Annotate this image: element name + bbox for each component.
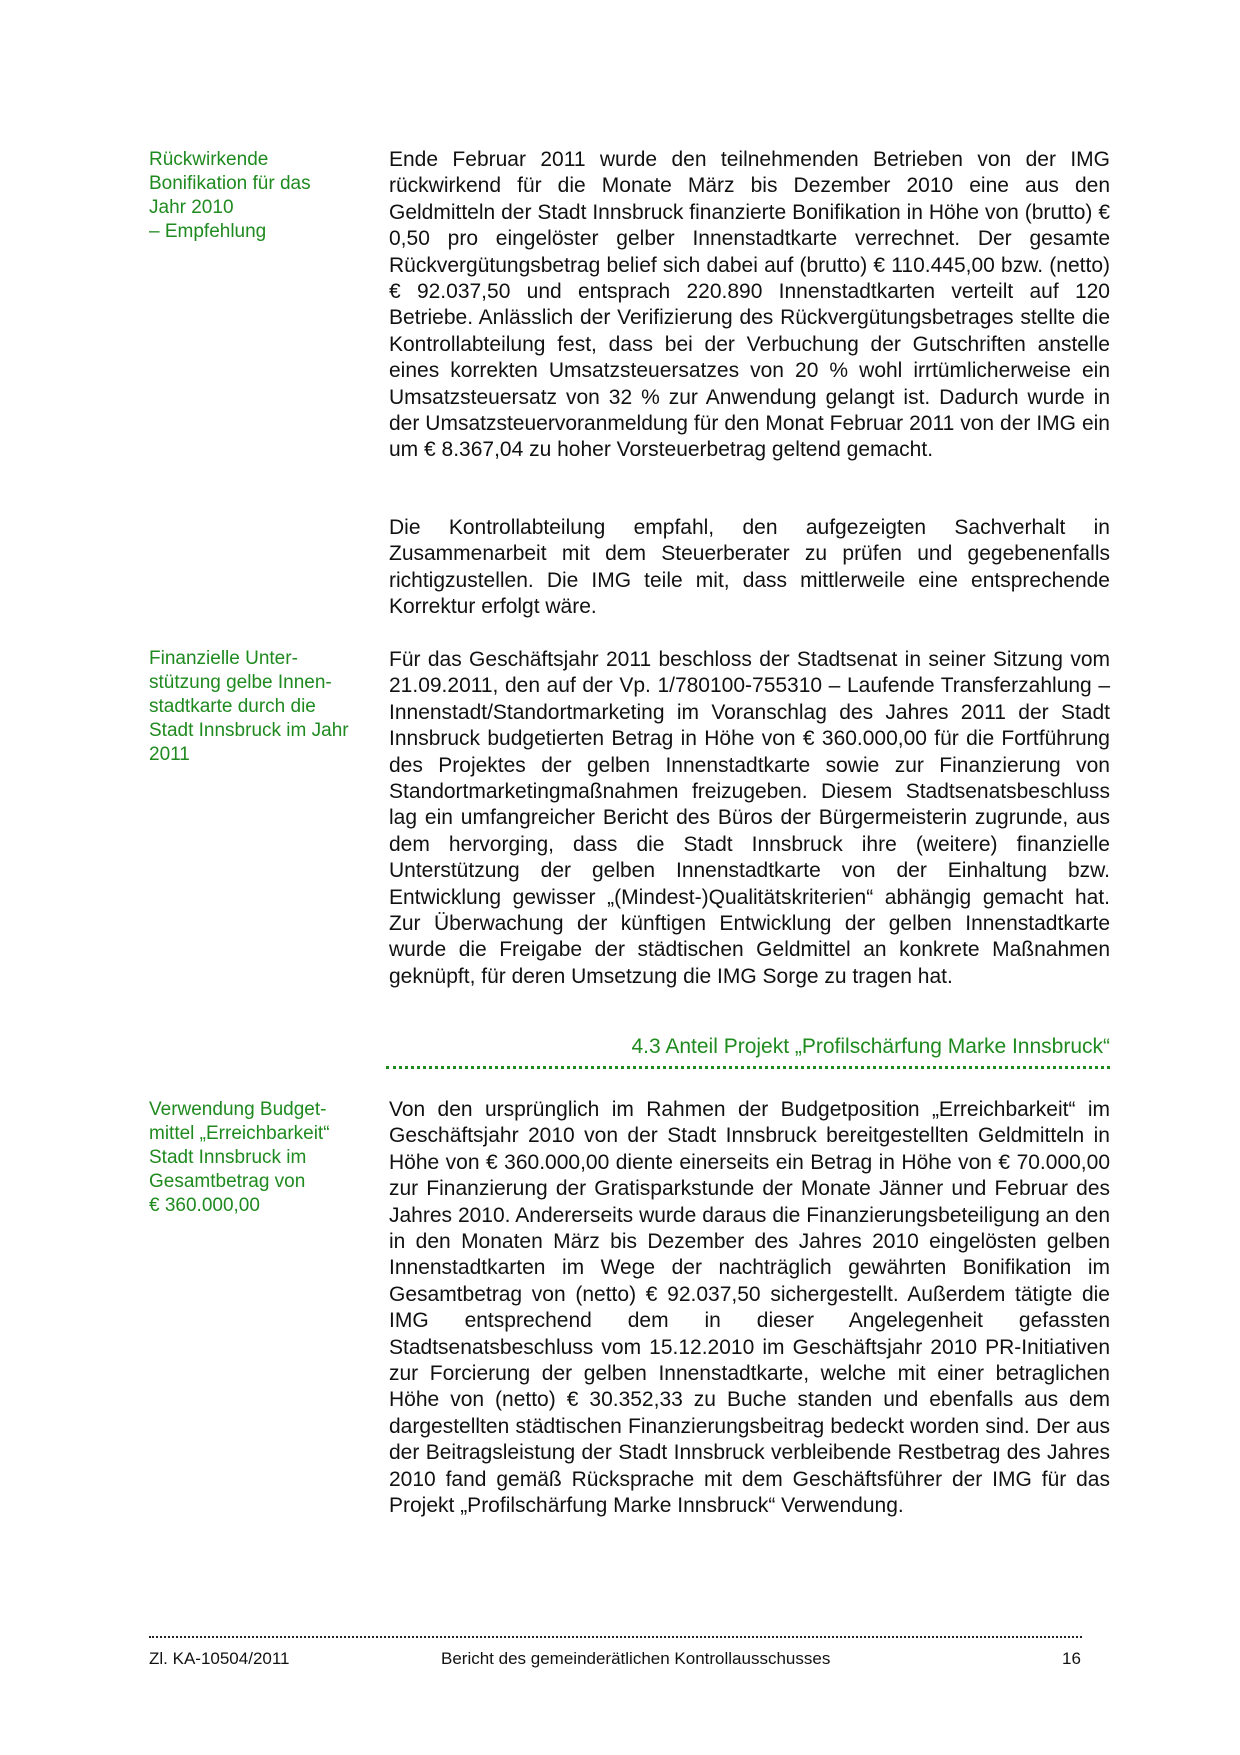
paragraph-empfehlung: Die Kontrollabteilung empfahl, den aufgezeigten Sachverhalt in Zusammenarbeit mit dem Steuerberater zu prüfen und gegebenenfalls richtigzustellen. Die IMG teile mit, dass mittlerweile eine entsprechende Korrektur erfolgt wäre. bbox=[389, 516, 1110, 619]
paragraph-finanzielle-unterstuetzung: Für das Geschäftsjahr 2011 beschloss der Stadtsenat in seiner Sitzung vom 21.09.2011, den auf der Vp. 1/780100-755310 – Laufende Transferzahlung – Innenstadt/Standortmarketing im Voranschlag des Jahres 2011 der Stadt Innsbruck budgetierten Betrag in Höhe von € 360.000,00 für die Fortführung des Projektes der gelben Innenstadtkarte sowie zur Finanzierung von Standortmarketingmaßnahmen freizugeben. Diesem Stadtsenatsbeschluss lag ein umfangreicher Bericht des Büros der Bürgermeisterin zugrunde, aus dem hervorging, dass die Stadt Innsbruck ihre (weitere) finanzielle Unterstützung der gelben Innenstadtkarte von der Einhaltung bzw. Entwicklung gewisser „(Mindest-)Qualitätskriterien“ abhängig gemacht hat. Zur Überwachung der künftigen Entwicklung der gelben Innenstadtkarte wurde die Freigabe der städtischen Geldmittel an konkrete Maßnahmen geknüpft, für deren Umsetzung die IMG Sorge zu tragen hat. bbox=[389, 648, 1110, 988]
page-number: 16 bbox=[1062, 1649, 1081, 1668]
paragraph-budgetmittel: Von den ursprünglich im Rahmen der Budgetposition „Erreichbarkeit“ im Geschäftsjahr 2010 von der Stadt Innsbruck bereitgestellten Geldmitteln in Höhe von € 360.000,00 diente einerseits ein Betrag in Höhe von € 70.000,00 zur Finanzierung der Gratisparkstunde der Monate Jänner und Februar des Jahres 2010. Andererseits wurde daraus die Finanzierungsbeteiligung an den in den Monaten März bis Dezember des Jahres 2010 eingelösten gelben Innenstadtkarten im Wege der nachträglich gewährten Bonifikation im Gesamtbetrag von (netto) € 92.037,50 sichergestellt. Außerdem tätigte die IMG entsprechend dem in dieser Angelegenheit gefassten Stadtsenatsbeschluss vom 15.12.2010 im Geschäftsjahr 2010 PR-Initiativen zur Forcierung der gelben Innenstadtkarte, welche mit einer betraglichen Höhe von (netto) € 30.352,33 zu Buche standen und ebenfalls aus dem dargestellten städtischen Finanzierungsbeitrag bedeckt worden sind. Der aus der Beitragsleistung der Stadt Innsbruck verbleibende Restbetrag des Jahres 2010 fand gemäß Rücksprache mit dem Geschäftsführer der IMG für das Projekt „Profilschärfung Marke Innsbruck“ Verwendung. bbox=[389, 1098, 1110, 1518]
paragraph-bonifikation: Ende Februar 2011 wurde den teilnehmenden Betrieben von der IMG rückwirkend für die Monate März bis Dezember 2010 eine aus den Geldmitteln der Stadt Innsbruck finanzierte Bonifikation in Höhe von (brutto) € 0,50 pro eingelöster gelber Innenstadtkarte verrechnet. Der gesamte Rückvergütungsbetrag belief sich dabei auf (brutto) € 110.445,00 bzw. (netto) € 92.037,50 und entsprach 220.890 Innenstadtkarten verteilt auf 120 Betriebe. Anlässlich der Verifizierung des Rückvergütungsbetrages stellte die Kontrollabteilung fest, dass bei der Verbuchung der Gutschriften anstelle eines korrekten Umsatzsteuersatzes von 20 % wohl irrtümlicherweise ein Umsatzsteuersatz von 32 % zur Anwendung gelangt ist. Dadurch wurde in der Umsatzsteuervoranmeldung für den Monat Februar 2011 von der IMG ein um € 8.367,04 zu hoher Vorsteuerbetrag geltend gemacht. bbox=[389, 148, 1110, 462]
margin-note-budgetmittel: Verwendung Budget- mittel „Erreichbarkeit“ Stadt Innsbruck im Gesamtbetrag von € 360.000,00 bbox=[149, 1099, 330, 1216]
footer-divider bbox=[149, 1636, 1082, 1638]
margin-note-bonifikation: Rückwirkende Bonifikation für das Jahr 2010 – Empfehlung bbox=[149, 149, 311, 242]
footer-report-title: Bericht des gemeinderätlichen Kontrollausschusses bbox=[441, 1649, 831, 1668]
section-divider bbox=[386, 1066, 1110, 1069]
margin-note-finanzielle-unterstuetzung: Finanzielle Unter- stützung gelbe Innen- stadtkarte durch die Stadt Innsbruck im Jahr 2011 bbox=[149, 648, 349, 765]
section-heading bbox=[389, 1034, 1110, 1060]
footer-reference: Zl. KA-10504/2011 bbox=[149, 1649, 290, 1668]
section-number: 4.3 bbox=[631, 1035, 661, 1058]
section-title: Anteil Projekt „Profilschärfung Marke Innsbruck“ bbox=[665, 1035, 1110, 1058]
